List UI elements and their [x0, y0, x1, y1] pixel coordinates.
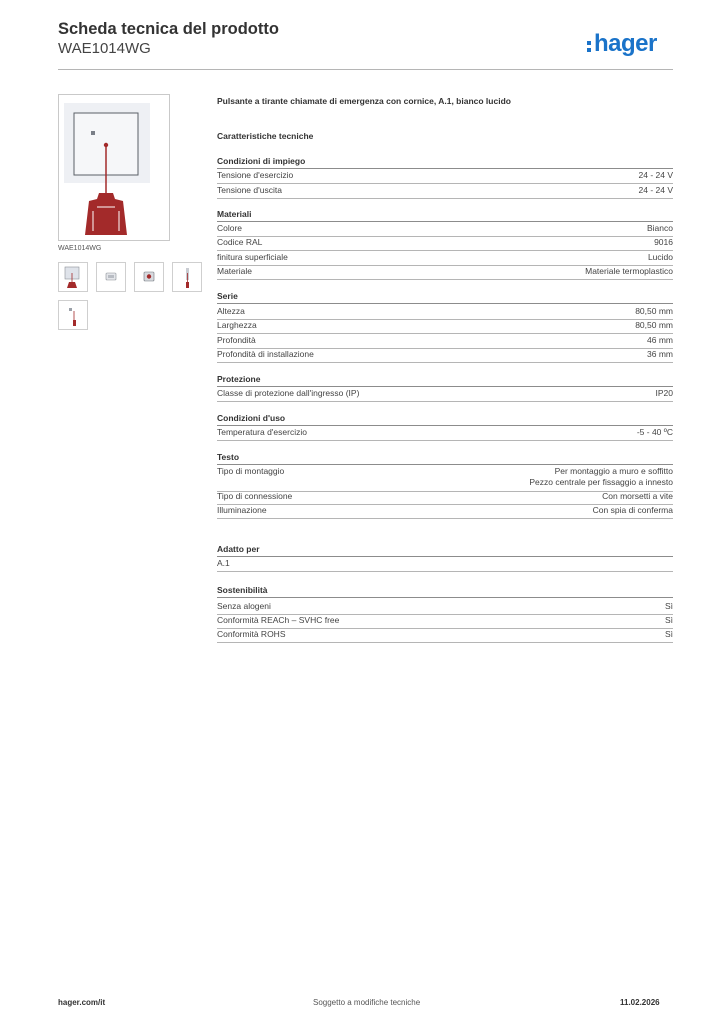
- spec-label: Colore: [217, 223, 243, 233]
- thumbnail-front-icon: [59, 263, 87, 291]
- spec-value: 80,50 mm: [635, 306, 673, 316]
- hager-logo[interactable]: [586, 30, 657, 58]
- section-title-serie: Serie: [217, 291, 673, 304]
- product-main-image[interactable]: [58, 94, 170, 241]
- thumbnail-cord-view[interactable]: [58, 300, 88, 330]
- spec-value-line: Per montaggio a muro e soffitto: [554, 466, 673, 476]
- product-description: Pulsante a tirante chiamate di emergenza con cornice, A.1, bianco lucido: [217, 96, 511, 106]
- section-title-condizioni-uso: Condizioni d'uso: [217, 413, 673, 426]
- spec-label: Tensione d'uscita: [217, 185, 282, 195]
- footer-website-link[interactable]: hager.com/it: [58, 998, 106, 1007]
- spec-label: Materiale: [217, 266, 252, 276]
- product-code: WAE1014WG: [58, 40, 151, 57]
- spec-value: Con spia di conferma: [592, 505, 673, 515]
- spec-value: 36 mm: [647, 349, 673, 359]
- spec-label: Conformità REACh – SVHC free: [217, 615, 340, 625]
- spec-row: [217, 222, 673, 237]
- spec-value: Sì: [664, 629, 673, 639]
- section-title-condizioni-impiego: Condizioni di impiego: [217, 156, 673, 169]
- spec-row: [217, 348, 673, 363]
- spec-label: Tensione d'esercizio: [217, 170, 294, 180]
- spec-label: finitura superficiale: [217, 252, 288, 262]
- spec-row: [217, 184, 673, 199]
- spec-row: [217, 600, 673, 615]
- spec-row: [217, 614, 673, 629]
- section-title-testo: Testo: [217, 452, 673, 465]
- spec-label: Temperatura d'esercizio: [217, 427, 307, 437]
- header-divider: [58, 69, 673, 70]
- spec-row: [217, 236, 673, 251]
- spec-label: Tipo di connessione: [217, 491, 293, 501]
- spec-row: [217, 305, 673, 320]
- spec-value: 9016: [654, 237, 673, 247]
- section-title-protezione: Protezione: [217, 374, 673, 387]
- tech-specs-heading: Caratteristiche tecniche: [217, 131, 314, 141]
- spec-value: 24 - 24 V: [638, 185, 673, 195]
- spec-row: [217, 334, 673, 349]
- thumbnail-detail-view[interactable]: [134, 262, 164, 292]
- spec-row: [217, 504, 673, 519]
- spec-value: Materiale termoplastico: [585, 266, 673, 276]
- page-title: Scheda tecnica del prodotto: [58, 20, 279, 38]
- spec-label: Altezza: [217, 306, 245, 316]
- thumbnail-side-view[interactable]: [172, 262, 202, 292]
- thumbnail-detail-icon: [135, 263, 163, 291]
- footer-date: 11.02.2026: [620, 998, 660, 1007]
- spec-value: Con morsetti a vite: [602, 491, 673, 501]
- logo-text: hager: [594, 30, 657, 57]
- spec-label: Illuminazione: [217, 505, 267, 515]
- spec-label: Larghezza: [217, 320, 257, 330]
- spec-label: Tipo di montaggio: [217, 466, 285, 476]
- emergency-pull-cord-switch-icon: [59, 95, 169, 240]
- spec-label: Codice RAL: [217, 237, 263, 247]
- thumbnail-front-view[interactable]: [58, 262, 88, 292]
- spec-value-line: Pezzo centrale per fissaggio a innesto: [529, 477, 673, 487]
- spec-label: A.1: [217, 558, 230, 568]
- spec-value: 46 mm: [647, 335, 673, 345]
- spec-value: Sì: [664, 615, 673, 625]
- spec-row: [217, 628, 673, 643]
- section-title-sostenibilita: Sostenibilità: [217, 585, 673, 598]
- thumbnail-cord-icon: [59, 301, 87, 329]
- spec-row: [217, 465, 673, 492]
- spec-label: Senza alogeni: [217, 601, 271, 611]
- spec-value: 24 - 24 V: [638, 170, 673, 180]
- spec-value: Lucido: [647, 252, 673, 262]
- spec-row: [217, 265, 673, 280]
- spec-row: [217, 557, 673, 572]
- spec-row: [217, 387, 673, 402]
- spec-value: 80,50 mm: [635, 320, 673, 330]
- spec-row: [217, 490, 673, 505]
- spec-row: [217, 426, 673, 441]
- spec-value: Sì: [664, 601, 673, 611]
- image-caption: WAE1014WG: [58, 245, 102, 252]
- spec-value: IP20: [655, 388, 673, 398]
- spec-value: Bianco: [647, 223, 673, 233]
- section-title-adatto-per: Adatto per: [217, 544, 673, 557]
- thumbnail-top-icon: [97, 263, 125, 291]
- thumbnail-top-view[interactable]: [96, 262, 126, 292]
- spec-row: [217, 251, 673, 266]
- spec-label: Profondità di installazione: [217, 349, 314, 359]
- footer-note: Soggetto a modifiche tecniche: [313, 998, 421, 1007]
- thumbnail-side-icon: [173, 263, 201, 291]
- spec-value: -5 - 40 ºC: [636, 427, 673, 437]
- spec-label: Conformità ROHS: [217, 629, 286, 639]
- section-title-materiali: Materiali: [217, 209, 673, 222]
- logo-colon-icon: [586, 35, 594, 55]
- spec-row: [217, 169, 673, 184]
- spec-row: [217, 319, 673, 334]
- spec-value: [529, 466, 673, 488]
- spec-label: Profondità: [217, 335, 256, 345]
- spec-label: Classe di protezione dall'ingresso (IP): [217, 388, 360, 398]
